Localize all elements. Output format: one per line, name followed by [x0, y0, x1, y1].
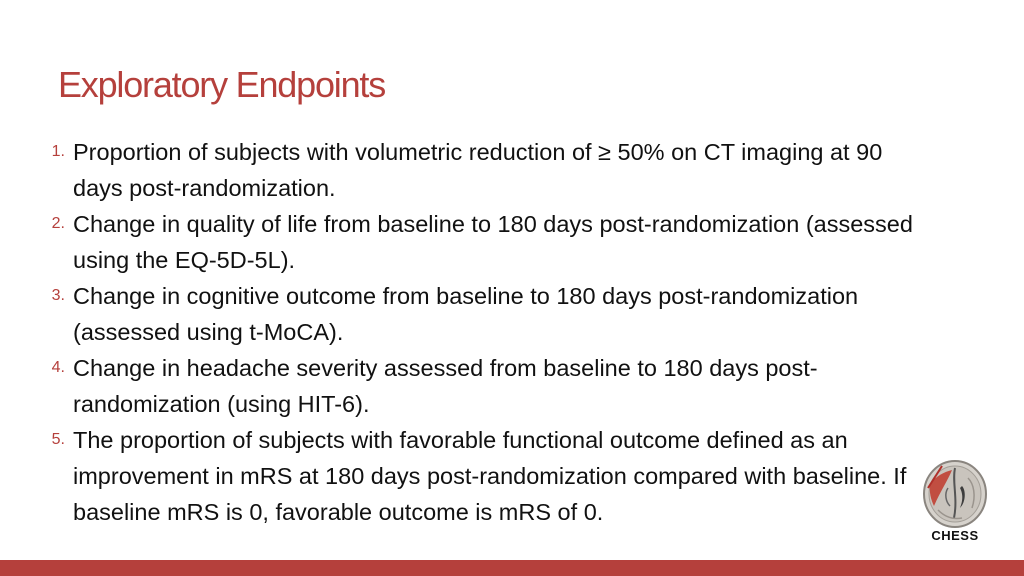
list-item — [40, 278, 930, 350]
list-text: The proportion of subjects with favorable functional outcome defined as an improvement in mRS at 180 days post-randomization compared with baseline. If baseline mRS is 0, favorable outcome is mRS of 0. — [73, 427, 907, 525]
list-item — [40, 350, 930, 422]
list-item — [40, 422, 930, 530]
list-number: 2. — [51, 215, 65, 232]
list-number: 4. — [51, 359, 65, 376]
list-item — [40, 206, 930, 278]
endpoint-list — [40, 134, 930, 530]
list-number: 5. — [51, 431, 65, 448]
footer-bar — [0, 560, 1024, 576]
list-text: Change in headache severity assessed from baseline to 180 days post-randomization (using HIT-6). — [73, 355, 818, 417]
list-item — [40, 134, 930, 206]
slide-title: Exploratory Endpoints — [58, 64, 385, 105]
logo-label: CHESS — [931, 528, 979, 543]
list-number: 1. — [51, 143, 65, 160]
chess-logo — [918, 458, 992, 548]
brain-scan-icon — [918, 458, 992, 528]
list-text: Proportion of subjects with volumetric reduction of ≥ 50% on CT imaging at 90 days post-randomization. — [73, 139, 883, 201]
list-number: 3. — [51, 287, 65, 304]
list-text: Change in cognitive outcome from baseline to 180 days post-randomization (assessed using t-MoCA). — [73, 283, 859, 345]
list-text: Change in quality of life from baseline to 180 days post-randomization (assessed using the EQ-5D-5L). — [73, 211, 913, 273]
